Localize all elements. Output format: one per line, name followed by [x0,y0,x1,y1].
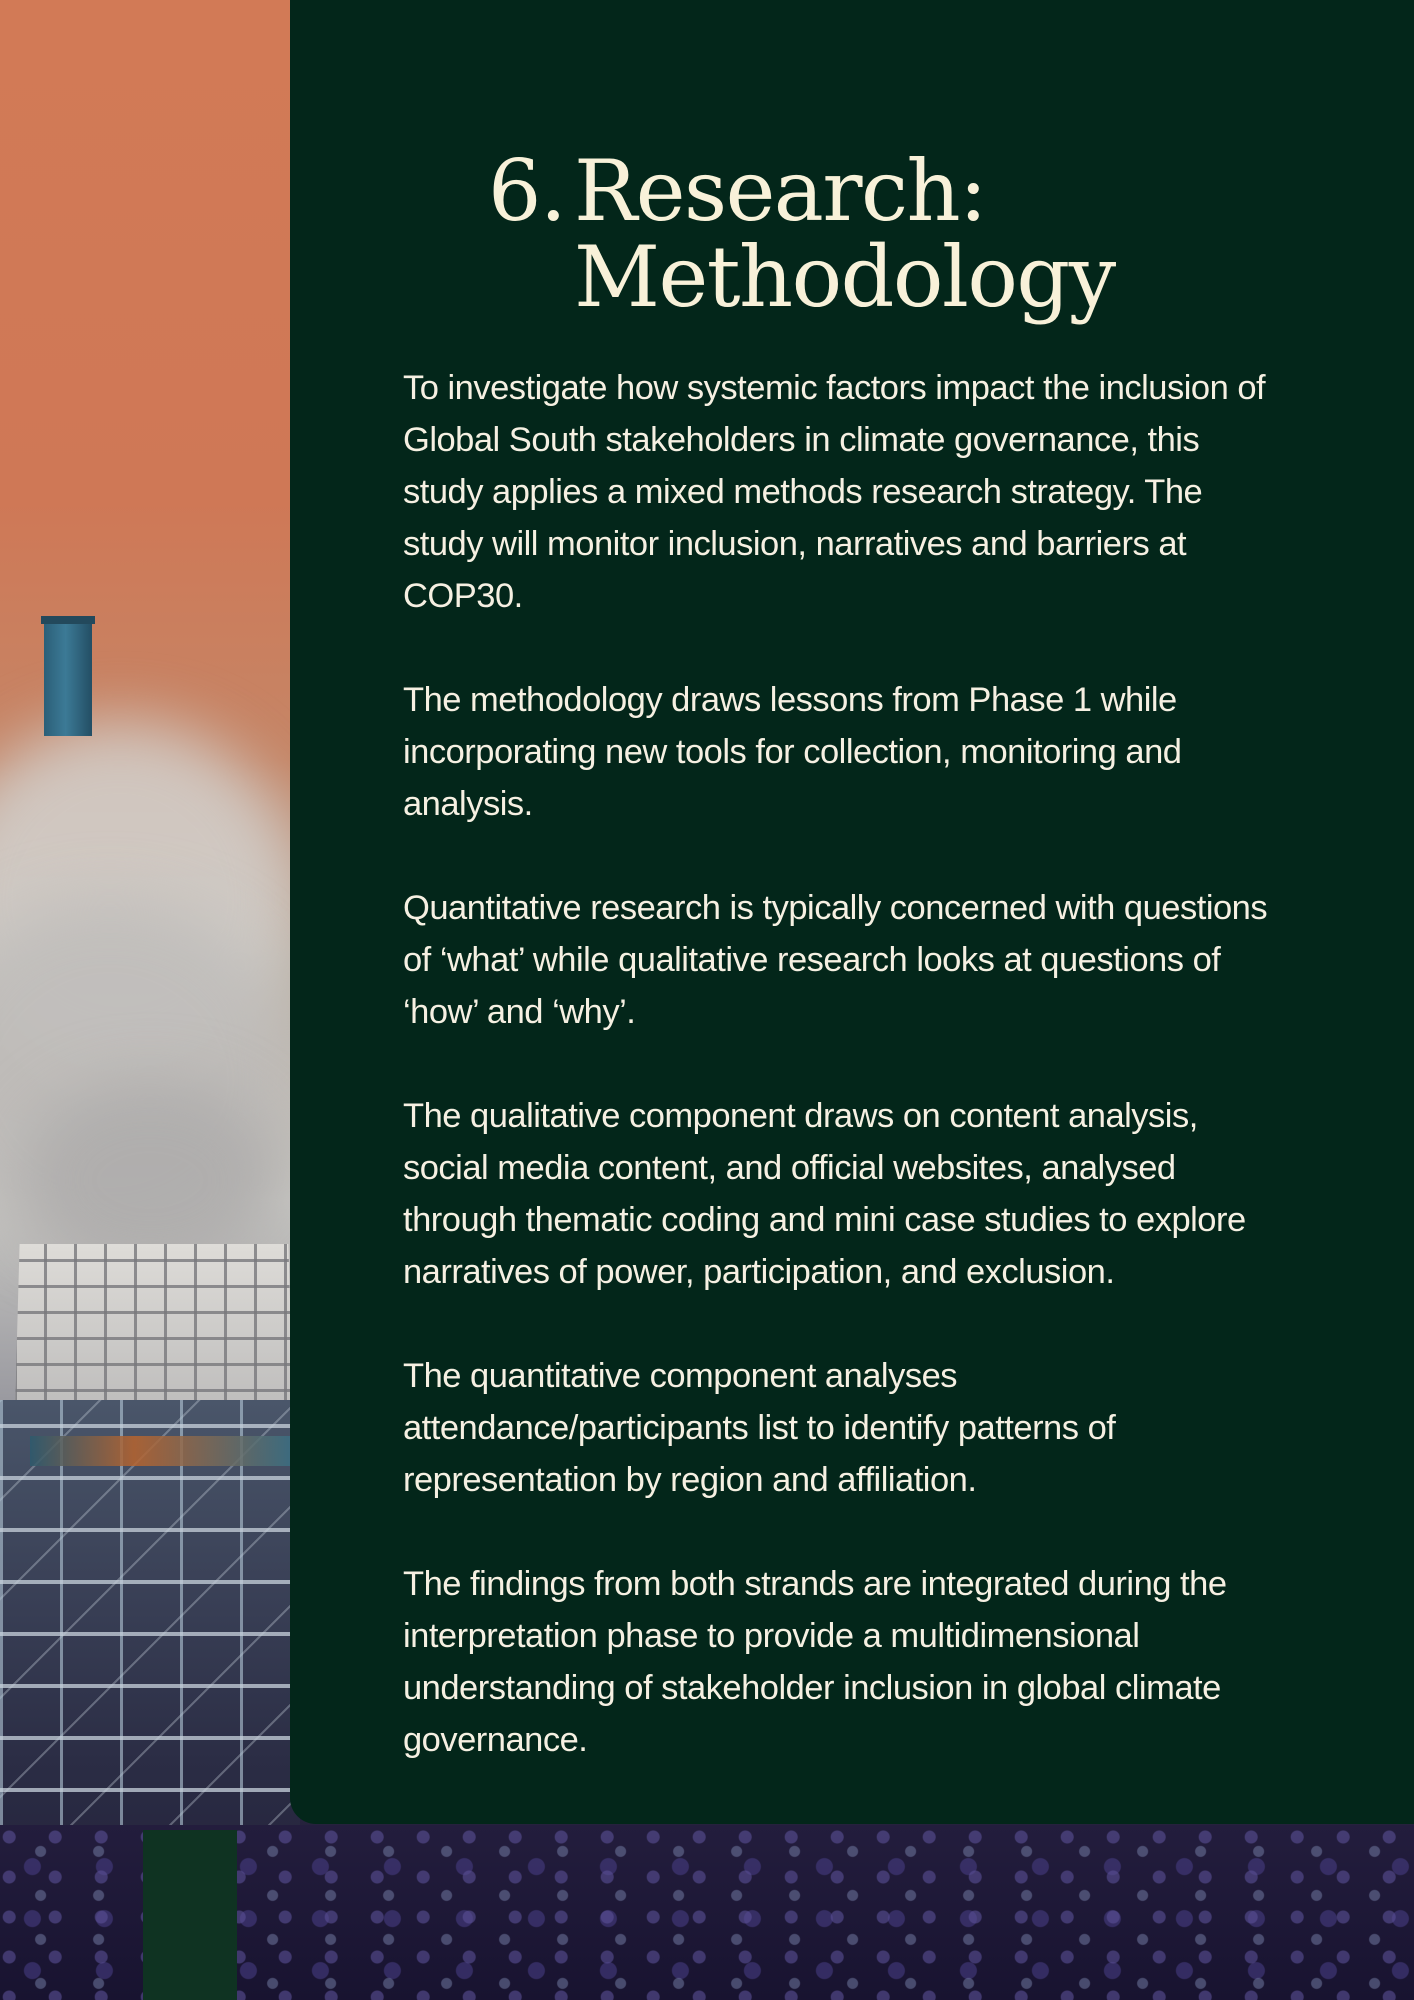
title-line-1: Research: [574,142,986,240]
chimney-stack [44,616,92,736]
scaffold-platform [30,1436,290,1466]
paragraph-quant-vs-qual: Quantitative research is typically concerned with questions of ‘what’ while qualitative research looks at questions of ‘how’ and ‘why’. [403,889,1268,1031]
paragraph-quantitative: The quantitative component analyses attendance/participants list to identify patterns of representation by region and affiliation. [403,1357,1116,1499]
page-title [488,142,1115,326]
section-number: 6. [488,142,566,240]
paragraph-findings: The findings from both strands are integrated during the interpretation phase to provide a multidimensional understanding of stakeholder inclusion in global climate governance. [403,1565,1227,1759]
paragraph-qualitative: The qualitative component draws on content analysis, social media content, and official websites, analysed through thematic coding and mini case studies to explore narratives of power, participation, and exclusion. [403,1097,1246,1291]
green-post [143,1830,237,2000]
body-text [403,362,1283,1766]
title-line-2: Methodology [574,228,1115,326]
paragraph-phase: The methodology draws lessons from Phase 1 while incorporating new tools for collection, monitoring and analysis. [403,681,1182,823]
paragraph-intro: To investigate how systemic factors impact the inclusion of Global South stakeholders in climate governance, this study applies a mixed methods research strategy. The study will monitor inclusion, narratives and barriers at COP30. [403,369,1266,615]
